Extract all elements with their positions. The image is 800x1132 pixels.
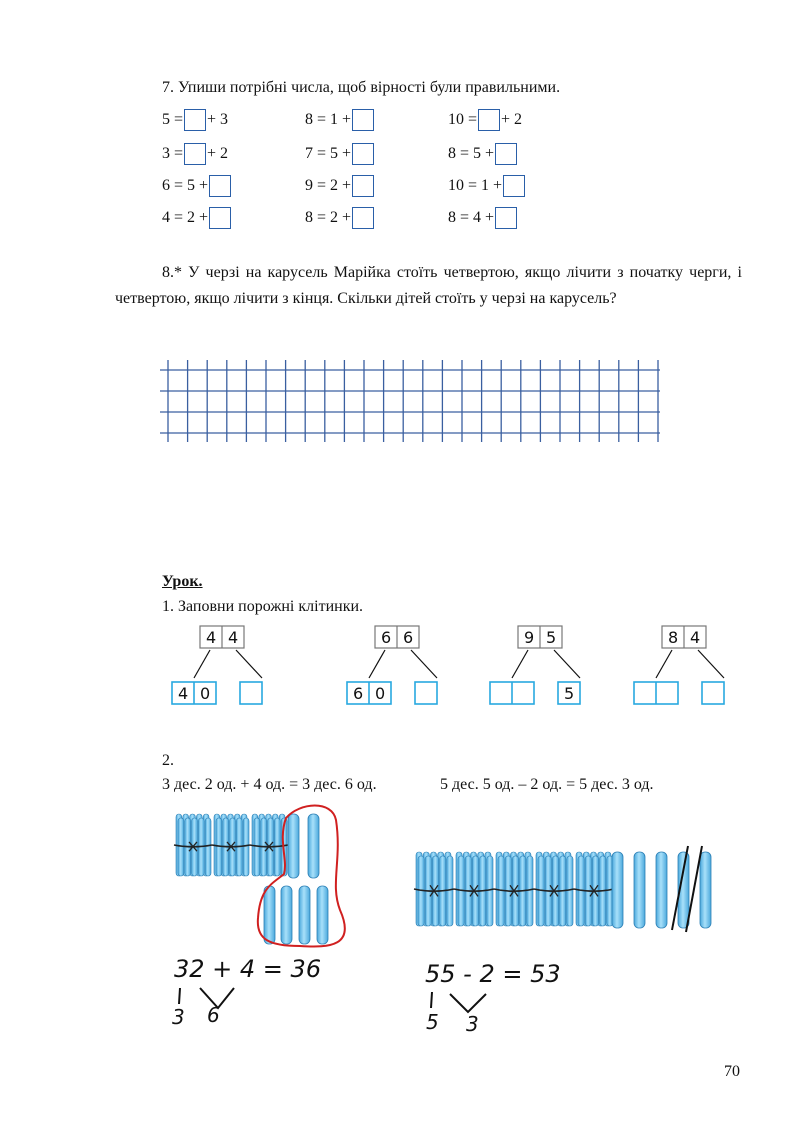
equation-left: 8 = 1 + [305,111,352,128]
tens-digit: 6 [353,684,364,703]
equation-row [448,142,518,166]
ones-digit: 5 [564,684,575,703]
answer-box[interactable] [352,109,374,131]
ten-bundle [534,852,574,926]
equation-left: 10 = [448,111,478,128]
equation-left: 3 = [162,145,184,162]
answer-box[interactable] [495,143,517,165]
task2-equation-1: 3 дес. 2 од. + 4 од. = 3 дес. 6 од. [162,776,377,793]
equation-left: 8 = 2 + [305,209,352,226]
handwritten-digit-2a: 5 [426,1010,439,1034]
answer-grid[interactable] [160,358,660,444]
answer-box[interactable] [184,143,206,165]
handwritten-digit-1a: 3 [172,1005,185,1029]
answer-box[interactable] [184,109,206,131]
equation-row [448,108,522,132]
equation-left: 10 = 1 + [448,177,503,194]
ten-bundle [494,852,534,926]
equation-row [305,206,375,230]
single-stick [308,814,319,878]
answer-box[interactable] [352,207,374,229]
equation-left: 4 = 2 + [162,209,209,226]
equation-left: 8 = 5 + [448,145,495,162]
equation-row [305,174,375,198]
equation-row [162,108,228,132]
answer-box[interactable] [352,143,374,165]
equation-row [305,142,375,166]
ten-bundle [212,814,250,876]
ten-bundle [454,852,494,926]
answer-box[interactable] [209,175,231,197]
top-digit: 4 [690,628,701,647]
sticks-illustration [160,800,760,960]
single-stick [264,886,275,944]
number-tree [490,626,580,704]
equation-left: 7 = 5 + [305,145,352,162]
single-stick [317,886,328,944]
task8-text: 8.* У черзі на карусель Марійка стоїть четвертою, якщо лічити з початку черги, і четвертою, якщо лічити з кінця. Скільки дітей стоїть у черзі на карусель? [115,264,742,307]
ones-cell [415,682,437,704]
equation-row [162,142,228,166]
top-digit: 5 [546,628,557,647]
answer-box[interactable] [503,175,525,197]
single-stick [299,886,310,944]
equation-right: + 3 [207,111,229,128]
answer-box[interactable] [478,109,500,131]
top-digit: 9 [524,628,535,647]
equation-row [448,174,526,198]
equation-right: + 2 [501,111,523,128]
ten-bundle [574,852,614,926]
top-digit: 4 [206,628,217,647]
handwritten-digit-2b: 3 [466,1012,479,1036]
single-stick [700,852,711,928]
ten-bundle [414,852,454,926]
top-digit: 4 [228,628,239,647]
task2-equation-2: 5 дес. 5 од. – 2 од. = 5 дес. 3 од. [440,776,654,793]
handwritten-expression-2: 55 - 2 = 53 [425,960,561,988]
handwritten-expression-1: 32 + 4 = 36 [174,955,322,983]
task1-title: 1. Заповни порожні клітинки. [162,598,364,615]
number-tree [172,626,262,704]
equation-left: 6 = 5 + [162,177,209,194]
number-tree [347,626,437,704]
tens-digit: 4 [178,684,189,703]
equation-right: + 2 [207,145,229,162]
top-digit: 6 [403,628,414,647]
equation-row [162,206,232,230]
single-stick [288,814,299,878]
tens-digit: 0 [375,684,386,703]
single-stick [612,852,623,928]
answer-box[interactable] [352,175,374,197]
equation-row [305,108,375,132]
ones-cell [240,682,262,704]
single-stick [634,852,645,928]
equation-left: 8 = 4 + [448,209,495,226]
number-tree [634,626,724,704]
tens-digit: 0 [200,684,211,703]
answer-box[interactable] [209,207,231,229]
single-stick [656,852,667,928]
single-stick [281,886,292,944]
handwritten-digit-1b: 6 [207,1003,220,1027]
sticks-right-group [414,852,711,928]
ten-bundle [174,814,212,876]
ones-cell [702,682,724,704]
answer-box[interactable] [495,207,517,229]
lesson-title: Урок. [162,573,203,590]
equation-row [162,174,232,198]
task7-title: 7. Упиши потрібні числа, щоб вірності були правильними. [162,79,561,96]
top-digit: 8 [668,628,679,647]
page-number: 70 [724,1063,740,1080]
task2-number: 2. [162,752,174,769]
equation-left: 5 = [162,111,184,128]
sticks-left-group [174,814,328,944]
equation-left: 9 = 2 + [305,177,352,194]
equation-row [448,206,518,230]
number-trees [160,620,760,715]
top-digit: 6 [381,628,392,647]
